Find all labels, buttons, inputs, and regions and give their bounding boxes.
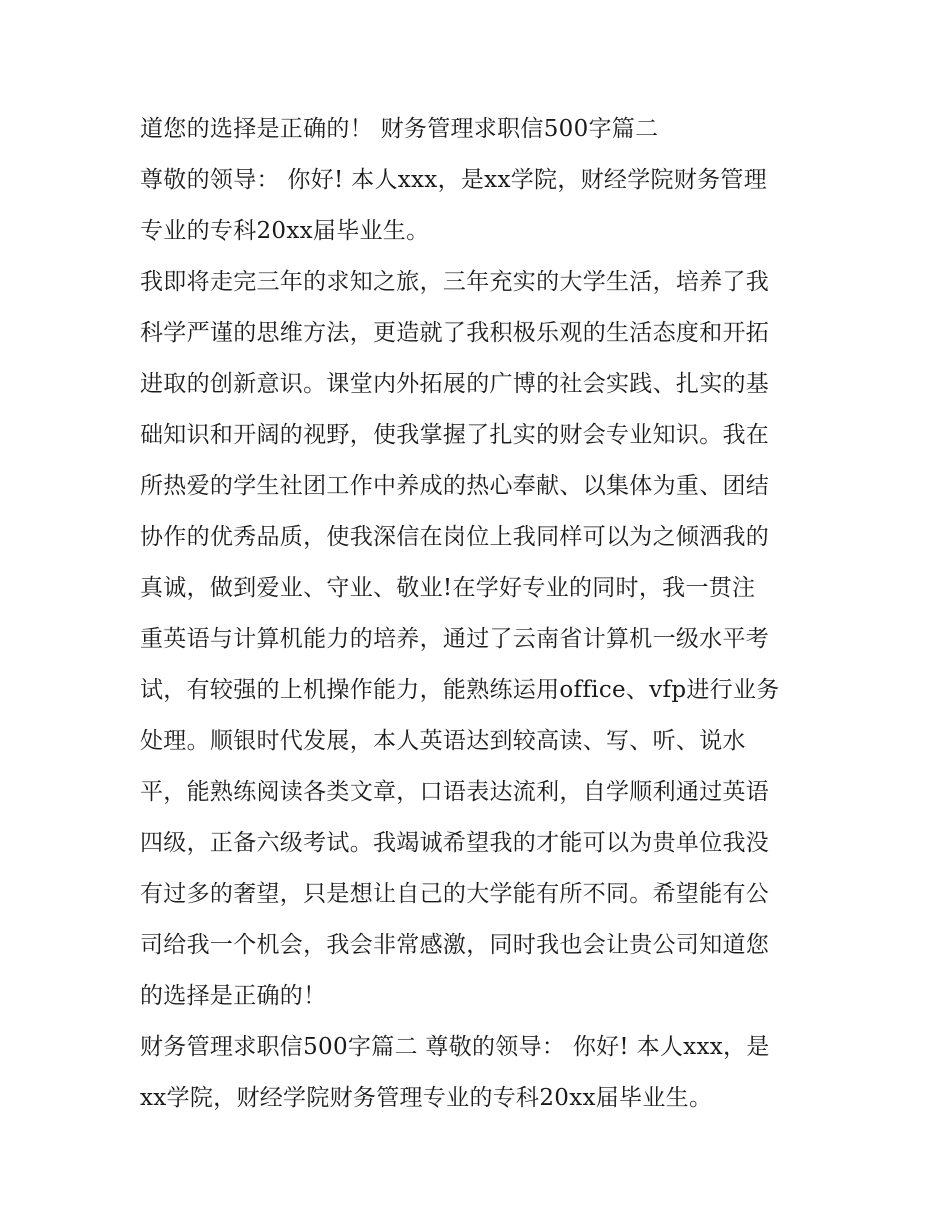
text-line-13: 处理。顺银时代发展，本人英语达到较高读、写、听、说水 — [140, 728, 746, 754]
text-line-19: 财务管理求职信500字篇二 尊敬的领导： 你好! 本人xxx，是 — [140, 1034, 770, 1060]
text-line-9: 协作的优秀品质，使我深信在岗位上我同样可以为之倾洒我的 — [140, 524, 770, 550]
text-line-12: 试，有较强的上机操作能力，能熟练运用office、vfp进行业务 — [140, 677, 780, 703]
text-line-3: 专业的专科20xx届毕业生。 — [140, 218, 430, 244]
text-line-6: 进取的创新意识。课堂内外拓展的广博的社会实践、扎实的基 — [140, 371, 770, 397]
text-line-11: 重英语与计算机能力的培养，通过了云南省计算机一级水平考 — [140, 626, 770, 652]
text-line-14: 平，能熟练阅读各类文章，口语表达流利，自学顺利通过英语 — [140, 779, 770, 805]
document-body — [140, 104, 830, 1124]
text-line-7: 础知识和开阔的视野，使我掌握了扎实的财会专业知识。我在 — [140, 422, 770, 448]
text-line-20: xx学院，财经学院财务管理专业的专科20xx届毕业生。 — [140, 1085, 713, 1111]
text-line-17: 司给我一个机会，我会非常感激，同时我也会让贵公司知道您 — [140, 932, 770, 958]
text-line-5: 科学严谨的思维方法，更造就了我积极乐观的生活态度和开拓 — [140, 320, 770, 346]
text-line-16: 有过多的奢望，只是想让自己的大学能有所不同。希望能有公 — [140, 881, 770, 907]
text-line-2: 尊敬的领导： 你好! 本人xxx，是xx学院，财经学院财务管理 — [140, 167, 768, 193]
text-line-18: 的选择是正确的！ — [140, 983, 327, 1009]
text-line-8: 所热爱的学生社团工作中养成的热心奉献、以集体为重、团结 — [140, 473, 770, 499]
text-line-10: 真诚，做到爱业、守业、敬业!在学好专业的同时，我一贯注 — [140, 575, 756, 601]
text-line-1: 道您的选择是正确的！ 财务管理求职信500字篇二 — [140, 116, 659, 142]
text-line-4: 我即将走完三年的求知之旅，三年充实的大学生活，培养了我 — [140, 269, 770, 295]
text-line-15: 四级，正备六级考试。我竭诚希望我的才能可以为贵单位我没 — [140, 830, 770, 856]
